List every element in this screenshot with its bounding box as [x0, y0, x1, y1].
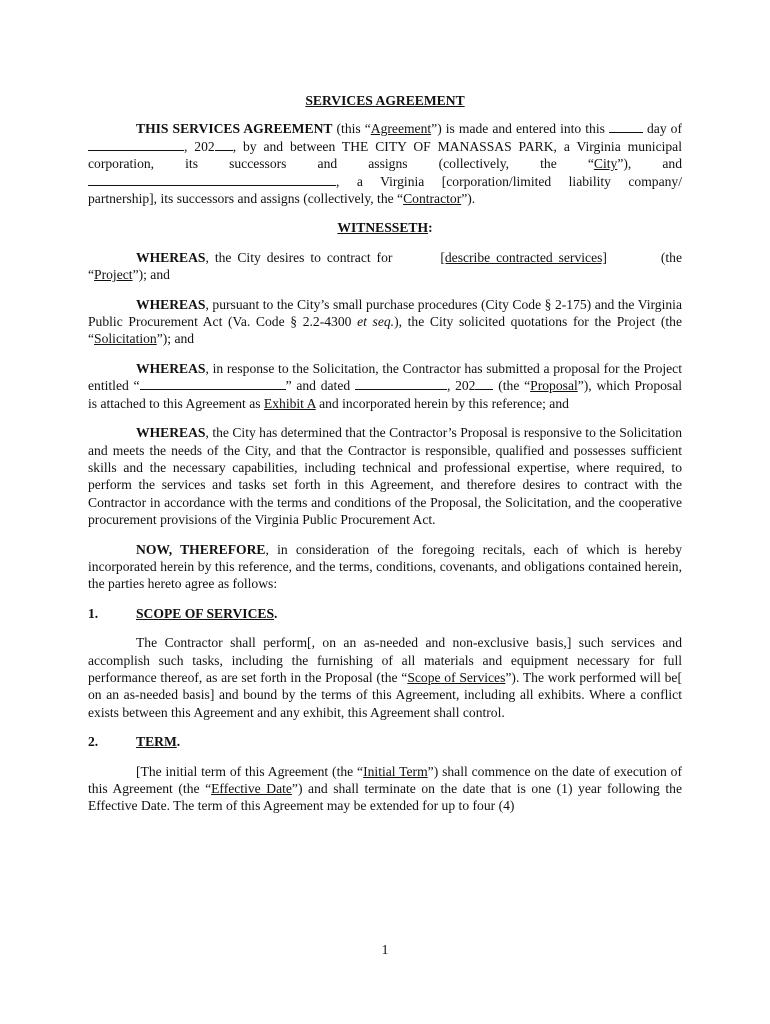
section-dot: .: [274, 605, 278, 621]
intro-text: day of: [642, 121, 682, 137]
whereas-text: ”), which Proposal is attached to this Agreement as: [88, 378, 683, 411]
witnesseth-label: WITNESSETH: [337, 220, 429, 236]
term-city: City: [593, 156, 618, 172]
whereas-paragraph-2: [88, 296, 682, 348]
now-therefore-paragraph: [88, 541, 682, 593]
term-agreement: Agreement: [370, 121, 432, 137]
intro-text: ”), and: [617, 156, 682, 172]
whereas-text: (the “: [493, 378, 531, 394]
page-number: 1: [381, 942, 389, 957]
day-blank[interactable]: [609, 120, 643, 133]
term-project: Project: [94, 267, 133, 283]
whereas-text: ”); and: [132, 267, 170, 283]
whereas-text: , 202: [446, 378, 476, 394]
section-dot: .: [176, 734, 181, 750]
whereas-text: ), the City solicited quotations for the Project (the “: [88, 314, 682, 347]
proposal-date-blank[interactable]: [355, 377, 447, 390]
term-text: [The initial term of this Agreement (the “: [136, 763, 364, 779]
intro-text: ”) is made and entered into this: [431, 121, 609, 137]
et-seq: et seq.: [357, 314, 395, 330]
term-proposal: Proposal: [530, 378, 578, 394]
services-placeholder-text: [describe contracted services]: [440, 249, 607, 265]
month-blank[interactable]: [88, 138, 184, 151]
proposal-year-blank[interactable]: [475, 377, 493, 390]
term-effective-date: Effective Date: [211, 781, 292, 796]
whereas-lead: WHEREAS: [136, 296, 206, 312]
scope-text: The Contractor shall perform[, on an as-needed and non-exclusive basis,] such services and accomplish such tasks, including the furnishing of all materials and equipment necessary for full performance thereof, as are set forth in the Proposal (the “: [88, 635, 682, 685]
year-blank[interactable]: [215, 138, 233, 151]
whereas-text: , the City has determined that the Contractor’s Proposal is responsive to the Solicitation and meets the needs of the City, and that the Contractor is responsible, qualified and possesses sufficient skills and the necessary capabilities, including technical and professional expertise, where required, to perform the services and tasks set forth in this Agreement, and therefore desires to contract with the Contractor in accordance with the terms and conditions of the Proposal, the Solicitation, and the cooperative procurement provisions of the Virginia Public Procurement Act.: [88, 425, 682, 528]
intro-text: , 202: [184, 138, 215, 154]
proposal-title-blank[interactable]: [140, 377, 286, 390]
scope-text: ”). The work performed will be[ on an as-needed basis] and bound by the terms of this Agreement, including all exhibits. Where a conflict exists between this Agreement and any exhibit, this Agreement shall control.: [88, 669, 682, 720]
term-text: ”) shall commence on the date of execution of this Agreement (the “: [88, 763, 682, 796]
contractor-name-blank[interactable]: [88, 173, 336, 186]
whereas-paragraph-4: [88, 424, 682, 528]
whereas-lead: WHEREAS: [136, 360, 206, 376]
intro-text: (this “: [332, 121, 371, 137]
scope-paragraph: [88, 634, 682, 721]
section-title: TERM: [136, 734, 177, 750]
whereas-lead: WHEREAS: [136, 425, 206, 441]
section-1-heading: [88, 605, 682, 622]
term-scope-of-services: Scope of Services: [407, 669, 506, 685]
term-solicitation: Solicitation: [94, 331, 157, 347]
exhibit-a-link: Exhibit A: [263, 395, 316, 411]
whereas-paragraph-1: [88, 249, 682, 284]
agreement-body: [88, 92, 682, 827]
document-title: SERVICES AGREEMENT: [305, 93, 465, 108]
whereas-text: , pursuant to the City’s small purchase procedures (City Code § 2-175) and the Virginia Public Procurement Act (Va. Code § 2.2-4300: [88, 296, 682, 330]
now-therefore-lead: NOW, THEREFORE: [136, 541, 266, 557]
whereas-lead: WHEREAS: [136, 249, 206, 265]
section-number: 2.: [88, 734, 99, 750]
term-text: ”) and shall terminate on the date that is one (1) year following the Effective Date. The term of this Agreement may be extended for up to four (4): [88, 781, 683, 814]
whereas-text: , in response to the Solicitation, the Contractor has submitted a proposal for the Project entitled “: [88, 360, 682, 394]
whereas-text: (the “: [88, 249, 682, 283]
services-placeholder[interactable]: [398, 250, 655, 265]
term-initial-term: Initial Term: [363, 763, 428, 779]
witnesseth-heading: [88, 219, 682, 236]
whereas-text: , the City desires to contract for: [205, 249, 399, 265]
intro-text: , by and between THE CITY OF MANASSAS PARK, a Virginia municipal corporation, its successors and assigns (collectively, the “: [88, 138, 682, 172]
whereas-text: ” and dated: [285, 378, 355, 394]
whereas-text: and incorporated herein by this reference; and: [315, 395, 569, 411]
intro-text: ”).: [461, 191, 476, 207]
whereas-paragraph-3: [88, 360, 682, 412]
intro-text: , a Virginia [corporation/limited liability company/ partnership], its successors and assigns (collectively, the “: [88, 173, 682, 207]
witnesseth-colon: :: [428, 220, 433, 236]
now-therefore-text: , in consideration of the foregoing recitals, each of which is hereby incorporated herein by this reference, and the terms, conditions, covenants, and obligations contained herein, the parties hereto agree as follows:: [88, 541, 682, 592]
intro-lead: THIS SERVICES AGREEMENT: [136, 121, 333, 137]
section-title: SCOPE OF SERVICES: [136, 605, 275, 621]
term-contractor: Contractor: [403, 191, 462, 207]
section-2-heading: [88, 733, 682, 750]
section-number: 1.: [88, 605, 99, 621]
whereas-text: ”); and: [156, 331, 195, 347]
term-paragraph: [88, 763, 682, 815]
intro-paragraph: [88, 120, 682, 207]
